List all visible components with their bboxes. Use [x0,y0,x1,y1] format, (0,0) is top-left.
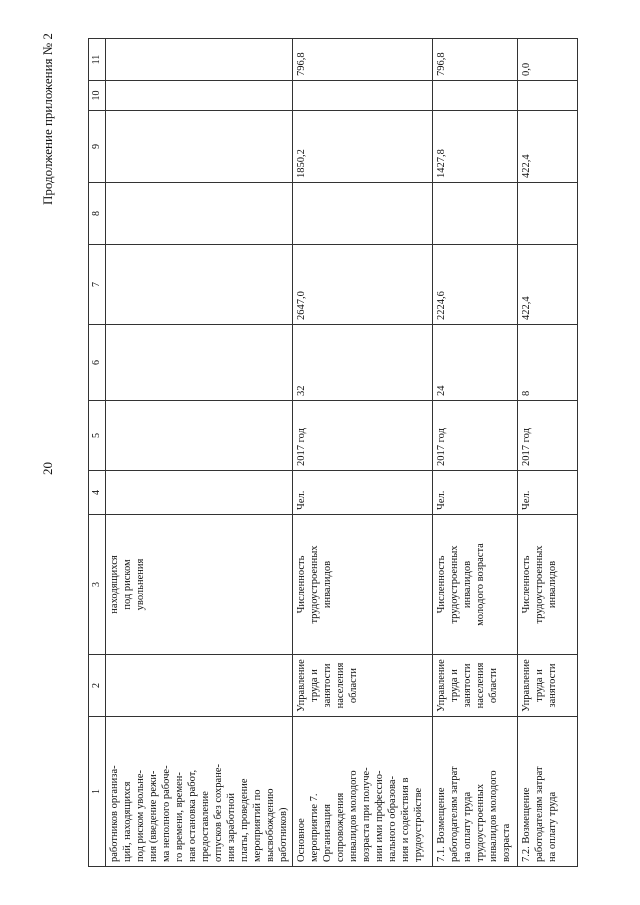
cell-measure: 7.1. Возмещение работодателям затрат на оплату труда трудоустроенных инвалидов молодого возраста [433,717,518,867]
cell-total: 2224,6 [433,245,518,325]
column-number-row [89,39,106,867]
cell-value [106,325,293,401]
cell-measure: Основное мероприятие 7. Организация сопровождения инвалидов молодого возраста при получе- нии ими профессио- нального образова- ния и содействия в трудоустройстве [293,717,433,867]
cell-col11: 796,8 [433,39,518,81]
cell-executor [106,655,293,717]
cell-unit: Чел. [518,471,578,515]
cell-indicator: Численность трудоустроенных инвалидов молодого возраста [433,515,518,655]
col-num-10: 10 [89,81,106,111]
col-num-8: 8 [89,183,106,245]
cell-value: 24 [433,325,518,401]
cell-col11: 0,0 [518,39,578,81]
cell-executor: Управление труда и занятости населения области [433,655,518,717]
cell-period [106,401,293,471]
cell-col9: 1850,2 [293,111,433,183]
cell-col11: 796,8 [293,39,433,81]
col-num-3: 3 [89,515,106,655]
program-table [88,38,578,867]
col-num-11: 11 [89,39,106,81]
cell-total: 422,4 [518,245,578,325]
cell-unit: Чел. [293,471,433,515]
cell-unit: Чел. [433,471,518,515]
cell-col9 [106,111,293,183]
table-row [293,39,433,867]
cell-col10 [433,81,518,111]
cell-col10 [518,81,578,111]
cell-executor: Управление труда и занятости [518,655,578,717]
cell-period: 2017 год [518,401,578,471]
cell-period: 2017 год [293,401,433,471]
cell-col10 [293,81,433,111]
cell-col8 [433,183,518,245]
col-num-5: 5 [89,401,106,471]
table-row [106,39,293,867]
cell-col10 [106,81,293,111]
cell-unit [106,471,293,515]
page-number: 20 [40,462,55,475]
cell-total: 2647,0 [293,245,433,325]
cell-measure: работников организа- ций, находящихся под риском увольне- ния (введение режи- ма неполного рабоче- го времени, времен- ная остановка работ, предоставление отпусков без сохране- ния заработной платы, проведение мероприятий по высвобождению работников) [106,717,293,867]
col-num-9: 9 [89,111,106,183]
cell-col8 [293,183,433,245]
cell-indicator: Численность трудоустроенных инвалидов [518,515,578,655]
cell-col9: 1427,8 [433,111,518,183]
cell-value: 32 [293,325,433,401]
col-num-1: 1 [89,717,106,867]
col-num-4: 4 [89,471,106,515]
col-num-6: 6 [89,325,106,401]
cell-measure: 7.2. Возмещение работодателям затрат на оплату труда [518,717,578,867]
cell-indicator: Численность трудоустроенных инвалидов [293,515,433,655]
cell-col8 [106,183,293,245]
cell-col11 [106,39,293,81]
cell-col8 [518,183,578,245]
cell-total [106,245,293,325]
cell-executor: Управление труда и занятости населения области [293,655,433,717]
col-num-7: 7 [89,245,106,325]
col-num-2: 2 [89,655,106,717]
cell-col9: 422,4 [518,111,578,183]
table-row [518,39,578,867]
cell-indicator: находящихся под риском увольнения [106,515,293,655]
table-row [433,39,518,867]
cell-period: 2017 год [433,401,518,471]
continuation-title: Продолжение приложения № 2 [40,33,55,205]
cell-value: 8 [518,325,578,401]
